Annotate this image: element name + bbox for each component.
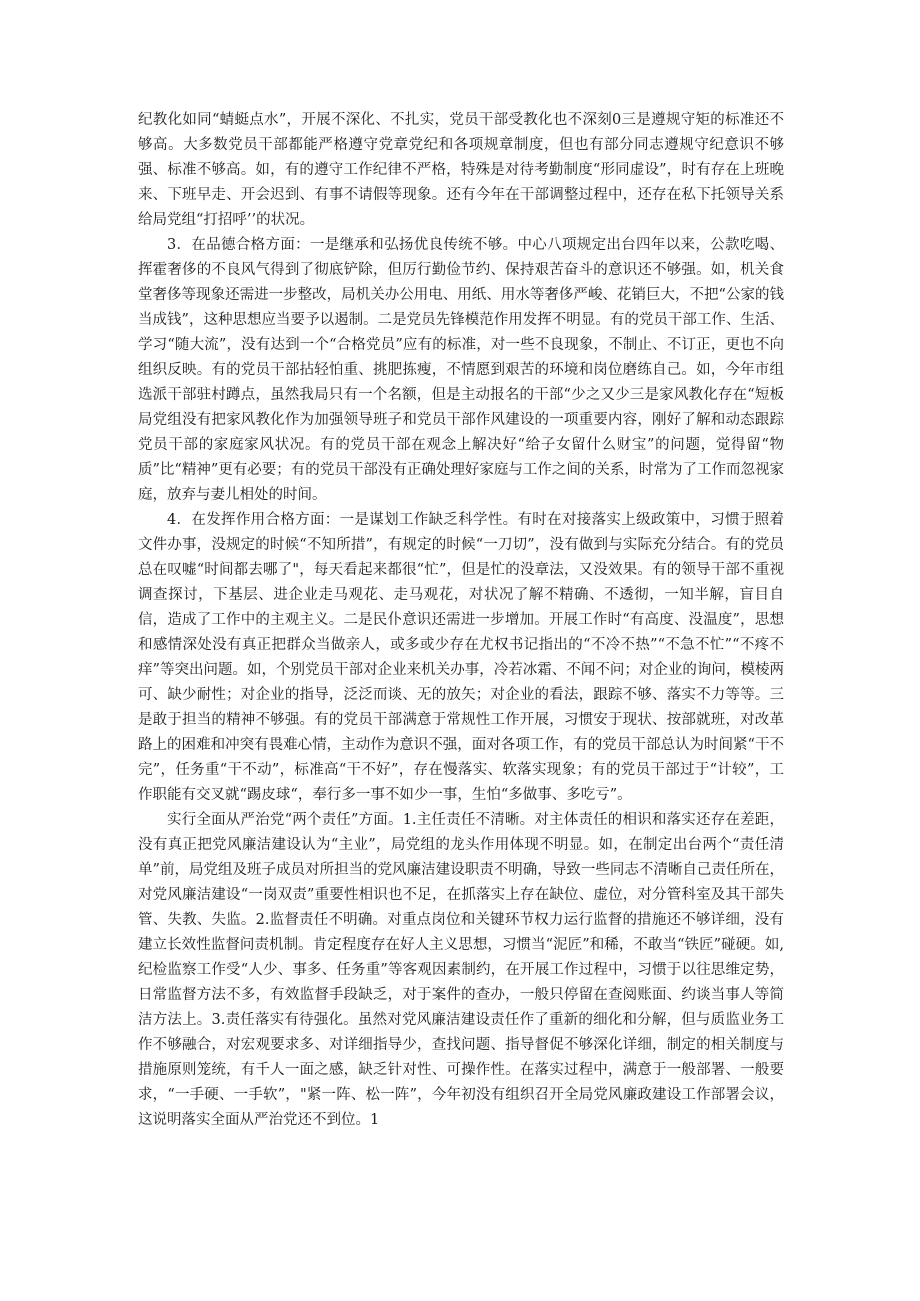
paragraph-two-responsibilities: 实行全面从严治党“两个责任”方面。1.主任责任不清晰。对主体责任的相识和落实还存在差距，没有真正把党风廉洁建设认为“主业”，局党组的龙头作用体现不明显。如，在制定出台两个“责任清单”前，局党组及班子成员对所担当的党风廉洁建设职责不明确，导致一些同志不清晰自己责任所在，对党风廉洁建设“一岗双责”重要性相识也不足，在抓落实上存在缺位、虚位，对分管科室及其干部失管、失教、失监。2.监督责任不明确。对重点岗位和关键环节权力运行监督的措施还不够详细，没有建立长效性监督问责机制。肯定程度存在好人主义思想，习惯当“泥匠”和稀，不敢当“铁匠”碰硬。如,纪检监察工作受“人少、事多、任务重”等客观因素制约，在开展工作过程中，习惯于以往思维定势，日常监督方法不多，有效监督手段缺乏，对于案件的查办，一般只停留在查阅账面、约谈当事人等简洁方法上。3.责任落实有待强化。虽然对党风廉洁建设责任作了重新的细化和分解，但与质监业务工作不够融合，对宏观要求多、对详细指导少，查找问题、指导督促不够深化详细，制定的相关制度与措施原则笼统，有千人一面之感，缺乏针对性、可操作性。在落实过程中，满意于一般部署、一般要求，“一手硬、一手软”，"紧一阵、松一阵”，今年初没有组织召开全局党风廉政建设工作部署会议，这说明落实全面从严治党还不到位。1 — [138, 812, 784, 1128]
document-body — [138, 108, 784, 1133]
paragraph-moral-qualification: 3．在品德合格方面：一是继承和弘扬优良传统不够。中心八项规定出台四年以来，公款吃喝、挥霍奢侈的不良风气得到了彻底铲除，但厉行勤俭节约、保持艰苦奋斗的意识还不够强。如，机关食堂奢侈等现象还需进一步整改，局机关办公用电、用纸、用水等奢侈严峻、花销巨大，不把“公家的钱当成钱”，这种思想应当要予以遏制。二是党员先锋模范作用发挥不明显。有的党员干部工作、生活、学习“随大流”，没有达到一个“合格党员”应有的标准，对一些不良现象，不制止、不订正，更也不向组织反映。有的党员干部拈轻怕重、挑肥拣瘦，不情愿到艰苦的环境和岗位磨练自己。如，今年市组选派干部驻村蹲点，虽然我局只有一个名额，但是主动报名的干部“少之又少三是家风教化存在“短板局党组没有把家风教化作为加强领导班子和党员干部作风建设的一项重要内容，刚好了解和动态跟踪党员干部的家庭家风状况。有的党员干部在观念上解决好“给子女留什么财宝”的问题，觉得留“物质”比“精神”更有必要；有的党员干部没有正确处理好家庭与工作之间的关系，时常为了工作而忽视家庭，放弃与妻儿相处的时间。 — [138, 237, 784, 503]
paragraph-role-qualification: 4．在发挥作用合格方面：一是谋划工作缺乏科学性。有时在对接落实上级政策中，习惯于照着文件办事，没规定的时候“不知所措”，有规定的时候“一刀切”，没有做到与实际充分结合。有的党员总在叹嘘“时间都去哪了"，每天看起来都很“忙”，但是忙的没章法，又没效果。有的领导干部不重视调查探讨，下基层、进企业走马观花、走马观花，对状况了解不精确、不透彻，一知半解，盲目自信，造成了工作中的主观主义。二是民仆意识还需进一步增加。开展工作时“有高度、没温度”，思想和感情深处没有真正把群众当做亲人，或多或少存在尤权书记指出的“不冷不热”“不急不忙”“不疼不痒”等突出问题。如，个别党员干部对企业来机关办事，冷若冰霜、不闻不问；对企业的询问，模棱两可、缺少耐性；对企业的指导，泛泛而谈、无的放矢；对企业的看法，跟踪不够、落实不力等等。三是敢于担当的精神不够强。有的党员干部满意于常规性工作开展，习惯安于现状、按部就班，对改革路上的困难和冲突有畏难心情，主动作为意识不强，面对各项工作，有的党员干部总认为时间紧“干不完”，任务重“干不动”，标准高“干不好”，存在慢落实、软落实现象；有的党员干部过于“计较”，工作职能有交叉就“踢皮球“，奉行多一事不如少一事，生怕“多做事、多吃亏”。 — [138, 512, 784, 803]
paragraph-discipline-continued: 纪教化如同“蜻蜓点水”，开展不深化、不扎实，党员干部受教化也不深刻0三是遵规守矩的标准还不够高。大多数党员干部都能严格遵守党章党纪和各项规章制度，但也有部分同志遵规守纪意识不够强、标准不够高。如，有的遵守工作纪律不严格，特殊是对待考勤制度“形同虚设”，时有存在上班晚来、下班早走、开会迟到、有事不请假等现象。还有今年在干部调整过程中，还存在私下托领导关系给局党组“打招呼’’的状况。 — [138, 112, 784, 228]
